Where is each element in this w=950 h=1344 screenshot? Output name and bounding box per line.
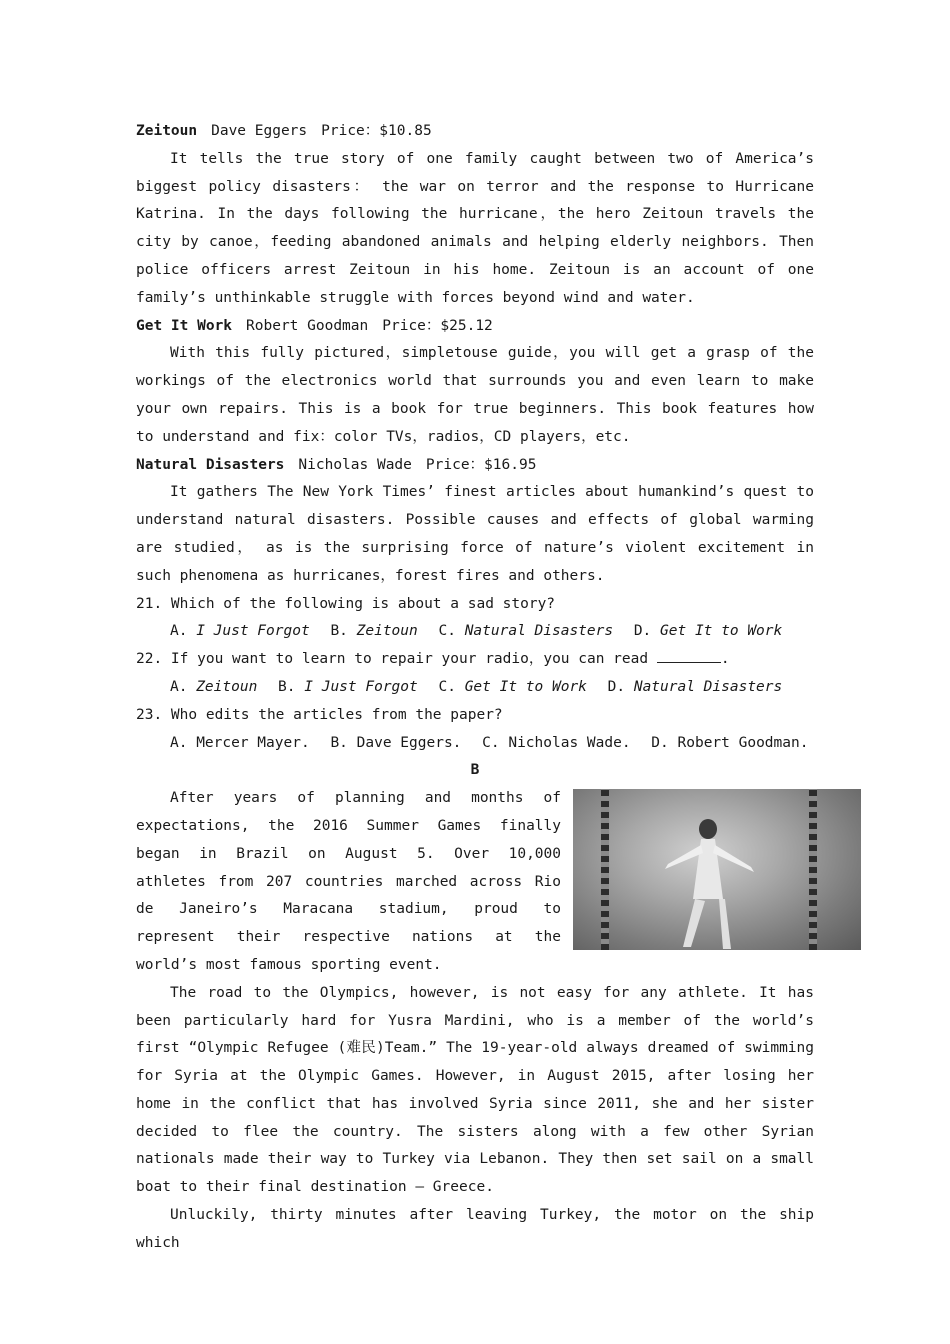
passage-text: After years of planning and months of expectations, the 2016 Summer Games finally began in Brazil on August 5. Over 10,000 athletes from 207 countries marched across Rio de Janeiro’s Maracana stadium, proud to represent their respective nations at the world’s most famous sporting event. — [136, 790, 561, 973]
option-text: Natural Disasters — [464, 623, 614, 640]
option-letter: C. — [482, 734, 500, 751]
option-letter: D. — [607, 678, 626, 695]
passage-paragraph: The road to the Olympics, however, is not easy for any athlete. It has been particularly hard for Yusra Mardini, who is a member of the world’s first “Olympic Refugee (难民)Team.” The 19-year-old always dreamed of swimming for Syria at the Olympic Games. However, in August 2015, after losing her home in the conflict that has involved Syria since 2011, she and her sister decided to flee the country. The sisters along with a few other Syrian nationals made their way to Turkey via Lebanon. They then set sail on a small boat to their final destination — Greece. — [136, 984, 814, 1196]
option-text: I Just Forgot — [304, 678, 418, 695]
option-text: I Just Forgot — [196, 623, 310, 640]
section-label: B — [470, 762, 480, 779]
book-title: Natural Disasters — [136, 456, 285, 473]
book-price: Price：$10.85 — [321, 123, 432, 139]
option-letter: A. — [170, 623, 188, 640]
swimmer-photo — [573, 789, 861, 950]
option-text: Get It to Work — [464, 678, 587, 695]
question-stem-row — [136, 646, 814, 674]
option-letter: C. — [438, 678, 456, 695]
question-stem: 21. Which of the following is about a sad story? — [136, 595, 556, 612]
book-price: Price：$25.12 — [382, 317, 493, 334]
option-text: Dave Eggers. — [356, 734, 462, 751]
question-stem: 22. If you want to learn to repair your radio，you can read — [136, 651, 649, 668]
option-letter: D. — [633, 623, 652, 640]
question-options — [170, 674, 814, 702]
book-title: Get It Work — [136, 317, 233, 334]
book-heading — [136, 452, 814, 480]
answer-blank — [657, 648, 721, 663]
option-text: Mercer Mayer. — [196, 734, 310, 751]
book-title: Zeitoun — [136, 123, 198, 139]
option-text: Get It to Work — [660, 623, 783, 640]
book-author: Robert Goodman — [246, 317, 369, 334]
book-description: It gathers The New York Times’ finest articles about humankind’s quest to understand natural disasters. Possible causes and effects of global warming are studied， as is the surprising force of nature’s violent excitement in such phenomena as hurricanes，forest fires and others. — [136, 484, 814, 584]
option-text: Zeitoun — [356, 623, 418, 640]
book-heading — [136, 118, 814, 146]
question-stem-end: . — [720, 651, 730, 668]
question-options — [170, 618, 814, 646]
option-letter: B. — [330, 734, 348, 751]
book-heading — [136, 313, 814, 341]
book-author: Dave Eggers — [211, 123, 308, 139]
option-letter: B. — [278, 678, 296, 695]
document-page — [136, 118, 814, 1258]
option-text: Zeitoun — [196, 678, 258, 695]
option-letter: B. — [330, 623, 348, 640]
book-description: It tells the true story of one family caught between two of America’s biggest policy disasters： the war on terror and the response to Hurricane Katrina. In the days following the hurricane，the hero Zeitoun travels the city by canoe，feeding abandoned animals and helping elderly neighbors. Then police officers arrest Zeitoun in his home. Zeitoun is an account of one family’s unthinkable struggle with forces beyond wind and water. — [136, 150, 814, 306]
passage-paragraph — [136, 785, 814, 980]
book-price: Price：$16.95 — [425, 456, 537, 473]
option-letter: D. — [651, 734, 669, 751]
option-letter: C. — [438, 623, 456, 640]
question-stem: 23. Who edits the articles from the paper? — [136, 706, 503, 723]
passage-paragraph: Unluckily, thirty minutes after leaving Turkey, the motor on the ship which — [136, 1207, 814, 1251]
book-description: With this fully pictured，simpletouse guide，you will get a grasp of the workings of the electronics world that surrounds you and even learn to make your own repairs. This is a book for true beginners. This book features how to understand and fix：color TVs，radios，CD players，etc. — [136, 345, 814, 445]
question-options — [170, 730, 814, 758]
swimmer-figure — [573, 789, 861, 950]
option-letter: A. — [170, 734, 188, 751]
option-text: Nicholas Wade. — [508, 734, 631, 751]
option-letter: A. — [170, 678, 188, 695]
book-author: Nicholas Wade — [298, 456, 412, 473]
option-text: Robert Goodman. — [677, 734, 809, 751]
option-text: Natural Disasters — [633, 678, 783, 695]
